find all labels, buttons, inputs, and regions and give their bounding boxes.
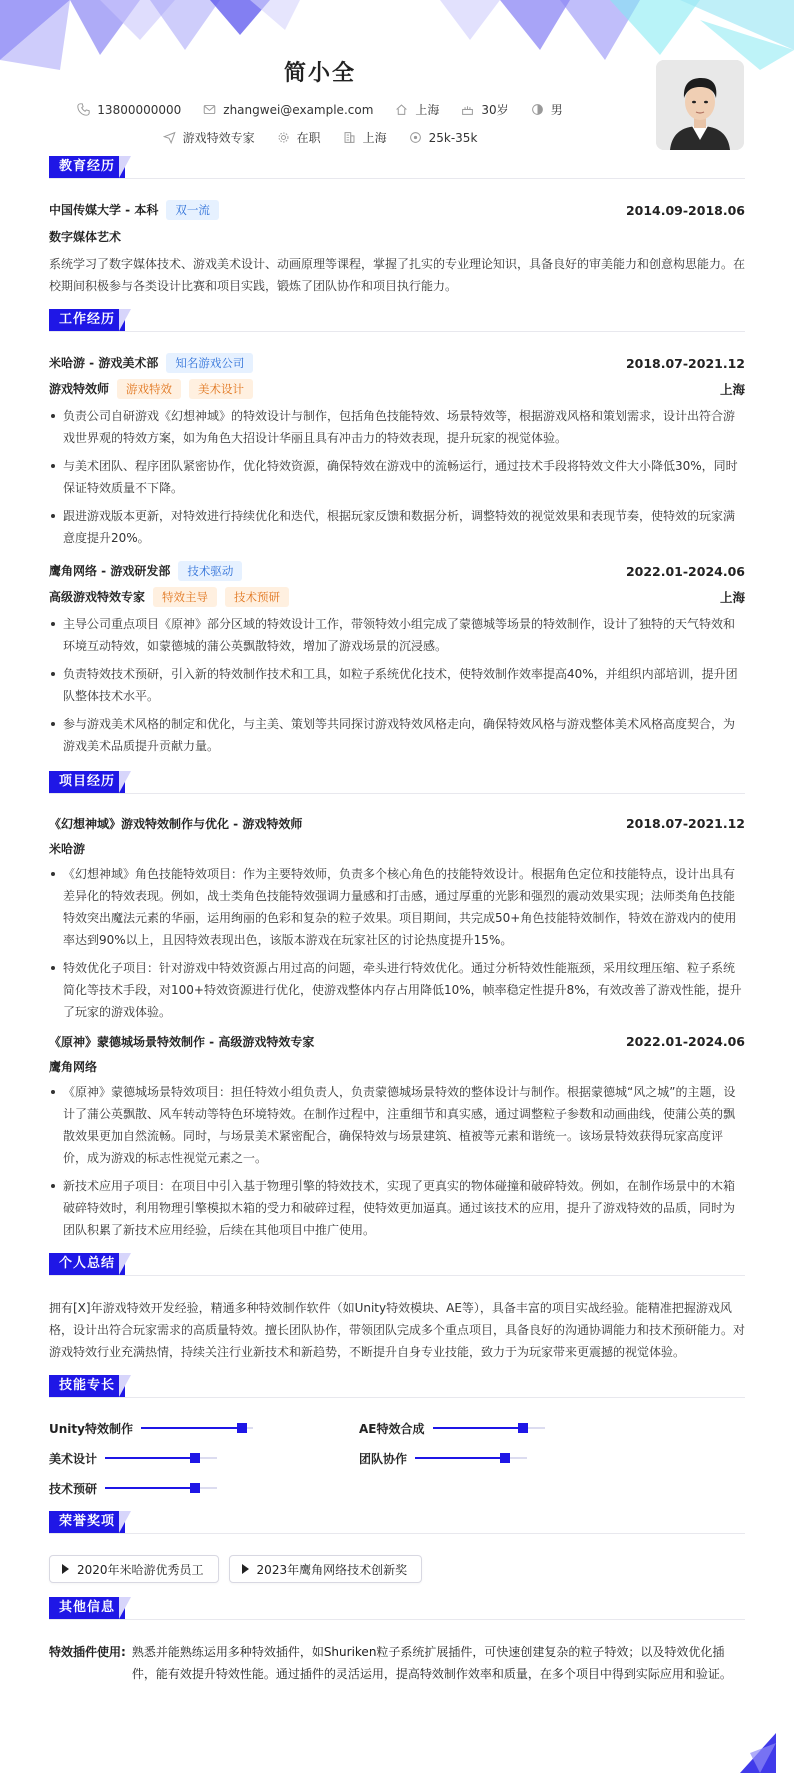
- education-major: 数字媒体艺术: [49, 230, 122, 244]
- section-title: 技能专长: [49, 1375, 125, 1397]
- project-bullets: [49, 1081, 745, 1241]
- profile-photo: [656, 60, 744, 150]
- education-date: 2014.09-2018.06: [625, 202, 745, 218]
- award-item: [229, 1555, 423, 1583]
- skill-name: 美术设计: [49, 1451, 98, 1466]
- section-divider: [49, 1619, 745, 1620]
- email-value: zhangwei@example.com: [223, 102, 374, 117]
- candidate-name: 简小全: [283, 61, 356, 86]
- section-title-accent: [119, 156, 131, 178]
- location-value: 上海: [415, 103, 440, 117]
- skill-level-fill: [433, 1427, 523, 1429]
- skill-item: [49, 1449, 359, 1467]
- skill-item: [359, 1419, 669, 1437]
- work-position: 游戏特效师: [49, 382, 110, 396]
- section-divider: [49, 331, 745, 332]
- project-name: 《幻想神域》游戏特效制作与优化 - 游戏特效师: [49, 817, 303, 831]
- skill-level-fill: [105, 1457, 195, 1459]
- award-item: [49, 1555, 219, 1583]
- project-company: 米哈游: [49, 842, 86, 856]
- education-section: [49, 156, 745, 297]
- work-position-line: [49, 587, 289, 607]
- summary-section: [49, 1253, 745, 1363]
- work-header-row: [49, 561, 745, 581]
- play-icon: [62, 1564, 69, 1574]
- building-icon: [343, 131, 356, 144]
- bullet-item: 参与游戏美术风格的制定和优化，与主美、策划等共同探讨游戏特效风格走向，确保特效风格与游戏整体美术风格高度契合，为游戏美术品质提升贡献力量。: [49, 713, 745, 757]
- work-position: 高级游戏特效专家: [49, 590, 146, 604]
- skill-tag: 美术设计: [189, 379, 253, 399]
- skill-name: Unity特效制作: [49, 1421, 133, 1436]
- target-city-value: 上海: [362, 131, 387, 145]
- section-divider: [49, 1397, 745, 1398]
- project-bullets: [49, 863, 745, 1023]
- work-bullets: [49, 613, 745, 757]
- section-header: [49, 1375, 745, 1401]
- status-item: [277, 129, 321, 146]
- phone-value: 13800000000: [97, 102, 182, 117]
- work-section: [49, 309, 745, 757]
- resume-body: [0, 156, 794, 1685]
- age-item: [461, 101, 508, 118]
- job-intent-row: [0, 129, 640, 146]
- skills-grid: [49, 1419, 745, 1497]
- section-title-accent: [119, 1511, 131, 1533]
- education-school-line: [49, 200, 219, 220]
- other-info-text: 熟悉并能熟练运用多种特效插件，如Shuriken粒子系统扩展插件，可快速创建复杂的粒子特效；以及特效优化插件，能有效提升特效性能。通过插件的灵活运用，提高特效制作效率和质量，在多个项目中得到实际应用和验证。: [131, 1645, 732, 1681]
- company-tag: 技术驱动: [178, 561, 242, 581]
- skill-level-fill: [415, 1457, 505, 1459]
- section-title: 工作经历: [49, 309, 125, 331]
- skill-level-handle: [518, 1423, 528, 1433]
- skill-tag: 游戏特效: [117, 379, 181, 399]
- skill-level-bar: [141, 1427, 253, 1429]
- work-company: 米哈游 - 游戏美术部: [49, 356, 159, 370]
- skill-level-bar: [433, 1427, 545, 1429]
- bullet-item: 负责公司自研游戏《幻想神域》的特效设计与制作，包括角色技能特效、场景特效等，根据游戏风格和策划需求，设计出符合游戏世界观的特效方案，如为角色大招设计华丽且具有冲击力的特效表现，提升玩家的视觉体验。: [49, 405, 745, 449]
- section-title: 个人总结: [49, 1253, 125, 1275]
- section-header: [49, 309, 745, 335]
- bullet-item: 新技术应用子项目：在项目中引入基于物理引擎的特效技术，实现了更真实的物体碰撞和破碎特效。例如，在制作场景中的木箱破碎特效时，利用物理引擎模拟木箱的受力和破碎过程，使特效更加逼真。通过该技术的应用，提升了游戏特效的品质，同时为团队积累了新技术应用经验，后续在其他项目中推广使用。: [49, 1175, 745, 1241]
- project-date: 2022.01-2024.06: [625, 1034, 745, 1049]
- project-item: [49, 1033, 745, 1241]
- work-city: 上海: [719, 382, 745, 397]
- work-company: 鹰角网络 - 游戏研发部: [49, 564, 171, 578]
- email-icon: [203, 103, 216, 116]
- play-icon: [242, 1564, 249, 1574]
- section-header: [49, 1253, 745, 1279]
- section-divider: [49, 793, 745, 794]
- summary-text: 拥有[X]年游戏特效开发经验，精通多种特效制作软件（如Unity特效模块、AE等），具备丰富的项目实战经验。能精准把握游戏风格，设计出符合玩家需求的高质量特效。擅长团队协作，带领团队完成多个重点项目，具备良好的沟通协调能力和技术预研能力。对游戏特效行业充满热情，持续关注行业新技术和新趋势，不断提升自身专业技能，致力于为玩家带来更震撼的视觉体验。: [49, 1301, 746, 1359]
- location-item: [395, 101, 439, 118]
- skill-level-bar: [105, 1487, 217, 1489]
- skill-item: [359, 1449, 669, 1467]
- section-header: [49, 1511, 745, 1537]
- phone-icon: [77, 103, 90, 116]
- work-item: [49, 353, 745, 549]
- resume-header: [0, 0, 794, 170]
- section-header: [49, 771, 745, 797]
- company-tag: 知名游戏公司: [166, 353, 253, 373]
- project-header-row: [49, 815, 745, 832]
- skill-level-fill: [141, 1427, 242, 1429]
- section-title: 荣誉奖项: [49, 1511, 125, 1533]
- bullet-item: 负责特效技术预研，引入新的特效制作技术和工具，如粒子系统优化技术，使特效制作效率提高40%，并组织内部培训，提升团队整体技术水平。: [49, 663, 745, 707]
- education-description: 系统学习了数字媒体技术、游戏美术设计、动画原理等课程，掌握了扎实的专业理论知识，具备良好的审美能力和创意构思能力。在校期间积极参与各类设计比赛和项目实践，锻炼了团队协作和项目执行能力。: [49, 257, 746, 293]
- section-title: 项目经历: [49, 771, 125, 793]
- section-title-accent: [119, 771, 131, 793]
- bullet-item: 特效优化子项目：针对游戏中特效资源占用过高的问题，牵头进行特效优化。通过分析特效性能瓶颈，采用纹理压缩、粒子系统简化等技术手段，对100+特效资源进行优化，使游戏整体内存占用降低10%，帧率稳定性提升8%，有效改善了游戏性能，提升了玩家的游戏体验。: [49, 957, 745, 1023]
- skill-level-handle: [190, 1483, 200, 1493]
- section-title-accent: [119, 1253, 131, 1275]
- skill-level-fill: [105, 1487, 195, 1489]
- bullet-item: 主导公司重点项目《原神》部分区域的特效设计工作，带领特效小组完成了蒙德城等场景的特效制作，设计了独特的天气特效和环境互动特效，如蒙德城的蒲公英飘散特效，增加了游戏场景的沉浸感。: [49, 613, 745, 657]
- section-header: [49, 1597, 745, 1623]
- skill-name: 技术预研: [49, 1481, 98, 1496]
- gender-icon: [531, 103, 544, 116]
- target-city-item: [343, 129, 387, 146]
- award-label: 2023年鹰角网络技术创新奖: [256, 1562, 408, 1577]
- section-title: 教育经历: [49, 156, 125, 178]
- project-company: 鹰角网络: [49, 1060, 98, 1074]
- age-value: 30岁: [481, 103, 509, 117]
- other-info-row: [49, 1641, 745, 1685]
- skill-item: [49, 1419, 359, 1437]
- project-item: [49, 815, 745, 1023]
- project-header-row: [49, 1033, 745, 1050]
- bullet-item: 《幻想神域》角色技能特效项目：作为主要特效师，负责多个核心角色的技能特效设计。根据角色定位和技能特点，设计出具有差异化的特效表现。例如，战士类角色技能特效强调力量感和打击感，通过厚重的光影和强烈的震动效果实现；法师类角色技能特效突出魔法元素的华丽，运用绚丽的色彩和复杂的粒子效果。项目期间，共完成50+角色技能特效制作，特效在游戏内的使用率达到90%以上，且因特效表现出色，该版本游戏在玩家社区的讨论热度提升15%。: [49, 863, 745, 951]
- other-info-label: 特效插件使用:: [49, 1645, 126, 1659]
- project-date: 2018.07-2021.12: [625, 816, 745, 831]
- school-tag: 双一流: [166, 200, 219, 220]
- cake-icon: [461, 103, 474, 116]
- work-bullets: [49, 405, 745, 549]
- section-header: [49, 156, 745, 182]
- bullet-item: 与美术团队、程序团队紧密协作，优化特效资源，确保特效在游戏中的流畅运行，通过技术手段将特效文件大小降低30%，同时保证特效质量不下降。: [49, 455, 745, 499]
- skill-level-handle: [190, 1453, 200, 1463]
- salary-value: 25k-35k: [428, 130, 478, 145]
- awards-section: [49, 1511, 745, 1583]
- work-item: [49, 561, 745, 757]
- coin-icon: [409, 131, 422, 144]
- salary-item: [409, 131, 478, 145]
- section-title: 其他信息: [49, 1597, 125, 1619]
- gender-value: 男: [550, 103, 563, 117]
- work-company-line: [49, 353, 253, 373]
- section-divider: [49, 1533, 745, 1534]
- status-value: 在职: [296, 131, 321, 145]
- corner-decoration: [740, 1733, 776, 1773]
- project-name: 《原神》蒙德城场景特效制作 - 高级游戏特效专家: [49, 1035, 315, 1049]
- work-city: 上海: [719, 590, 745, 605]
- contact-row: [0, 101, 640, 118]
- section-divider: [49, 178, 745, 179]
- work-date: 2018.07-2021.12: [625, 355, 745, 371]
- bullet-item: 跟进游戏版本更新，对特效进行持续优化和迭代，根据玩家反馈和数据分析，调整特效的视觉效果和表现节奏，使特效的玩家满意度提升20%。: [49, 505, 745, 549]
- skill-level-bar: [105, 1457, 217, 1459]
- section-title-accent: [119, 1375, 131, 1397]
- skill-level-bar: [415, 1457, 527, 1459]
- avatar-illustration: [656, 60, 744, 150]
- skill-name: AE特效合成: [359, 1421, 425, 1436]
- work-header-row: [49, 353, 745, 373]
- section-divider: [49, 1275, 745, 1276]
- education-header-row: [49, 200, 745, 220]
- work-position-row: [49, 379, 745, 399]
- other-section: [49, 1597, 745, 1685]
- job-target-value: 游戏特效专家: [182, 131, 255, 145]
- skill-level-handle: [237, 1423, 247, 1433]
- section-title-accent: [119, 309, 131, 331]
- home-icon: [395, 103, 408, 116]
- bullet-item: 《原神》蒙德城场景特效项目：担任特效小组负责人，负责蒙德城场景特效的整体设计与制作。根据蒙德城“风之城”的主题，设计了蒲公英飘散、风车转动等特色环境特效。在制作过程中，注重细节和真实感，通过调整粒子参数和动画曲线，使蒲公英的飘散效果更加自然流畅。同时，与场景美术紧密配合，确保特效与场景建筑、植被等元素和谐统一。该场景特效获得玩家高度评价，成为游戏的标志性视觉元素之一。: [49, 1081, 745, 1169]
- section-title-accent: [119, 1597, 131, 1619]
- skills-section: [49, 1375, 745, 1497]
- gear-icon: [277, 131, 290, 144]
- work-position-row: [49, 587, 745, 607]
- email-item: [203, 103, 373, 117]
- gender-item: [531, 101, 563, 118]
- award-label: 2020年米哈游优秀员工: [77, 1562, 204, 1577]
- skill-tag: 特效主导: [153, 587, 217, 607]
- send-icon: [163, 131, 176, 144]
- skill-level-handle: [500, 1453, 510, 1463]
- projects-section: [49, 771, 745, 1241]
- skill-item: [49, 1479, 359, 1497]
- work-date: 2022.01-2024.06: [625, 563, 745, 579]
- work-position-line: [49, 379, 253, 399]
- phone-item: [77, 103, 181, 117]
- job-target-item: [163, 129, 255, 146]
- work-company-line: [49, 561, 242, 581]
- awards-list: [49, 1555, 745, 1583]
- skill-name: 团队协作: [359, 1451, 408, 1466]
- skill-tag: 技术预研: [225, 587, 289, 607]
- school-name: 中国传媒大学 - 本科: [49, 203, 159, 217]
